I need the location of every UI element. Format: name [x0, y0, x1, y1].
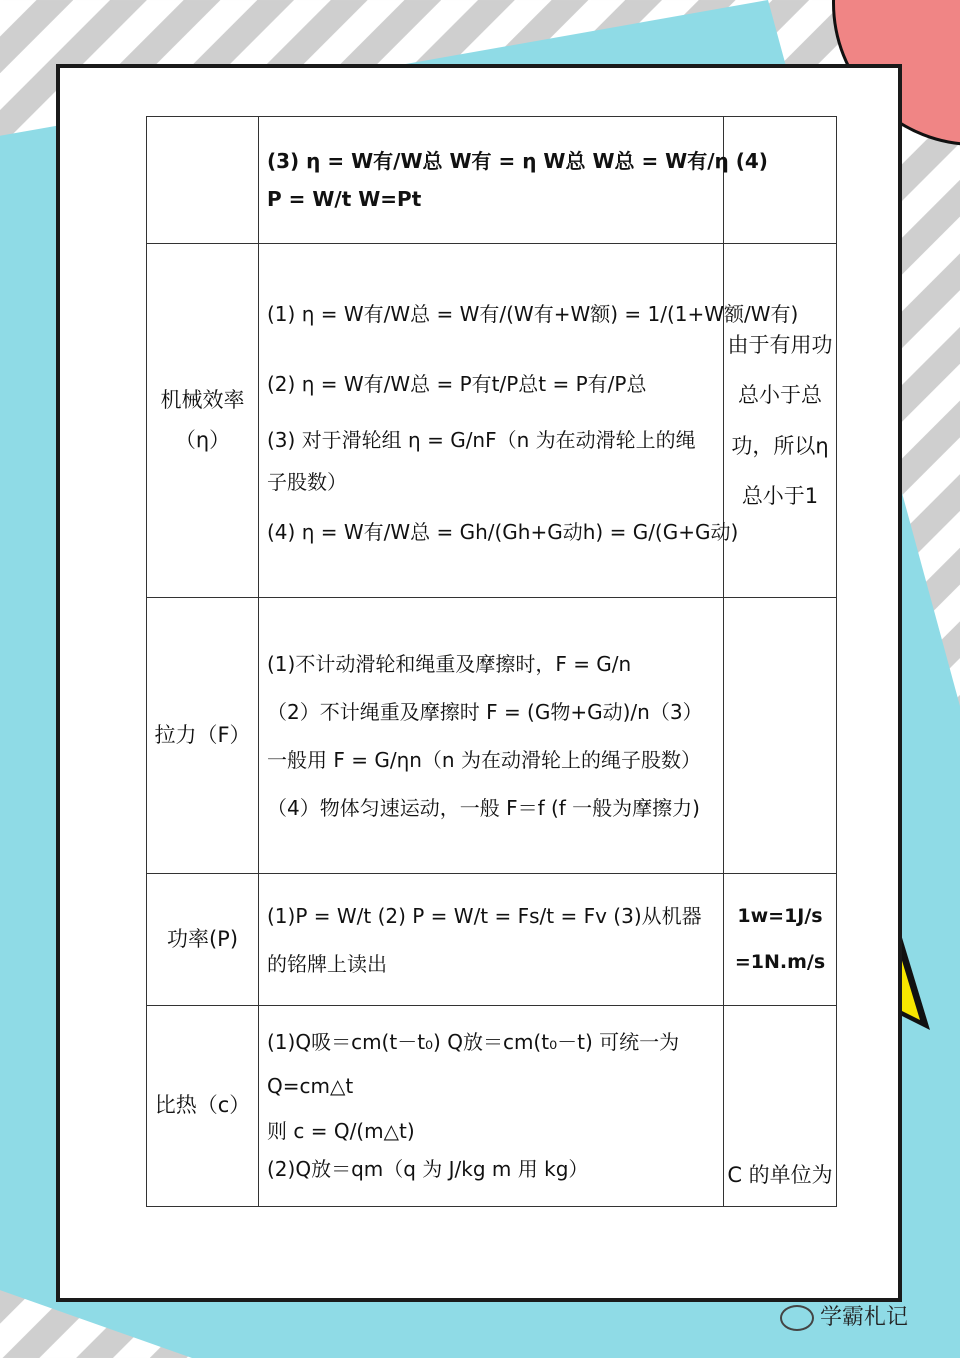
row-label: 功率(P) — [147, 874, 259, 1006]
table-row — [147, 1006, 837, 1207]
table-row — [147, 244, 837, 598]
row-label — [147, 117, 259, 244]
formula-line: (2)Q放＝qm（q 为 J/kg m 用 kg） — [267, 1157, 589, 1181]
row-content — [259, 117, 768, 244]
formula-line: (4) η = W有/W总 = Gh/(Gh+G动h) = G/(G+G动) — [267, 519, 739, 544]
formula-line: （2）不计绳重及摩擦时 F = (G物+G动)/n（3）一般用 F = G/ηn（n 为在动滑轮上的绳子股数）（4）物体匀速运动，一般 F＝f (f 一般为摩擦力) — [267, 699, 703, 820]
row-note: C 的单位为 — [724, 1006, 837, 1207]
watermark: 学霸札记 — [780, 1300, 908, 1331]
formula-line: (3) η = W有/W总 W有 = η W总 W总 = W有/η (4) — [267, 149, 768, 173]
formula-line: 则 c = Q/(m△t) — [267, 1119, 415, 1143]
row-label: 拉力（F） — [147, 598, 259, 874]
row-note — [724, 598, 837, 874]
row-label: 机械效率（η） — [147, 244, 259, 598]
row-note: 由于有用功总小于总功，所以η总小于1 — [724, 244, 837, 598]
formula-line: (3) 对于滑轮组 η = G/nF（n 为在动滑轮上的绳子股数） — [267, 427, 696, 494]
row-content — [259, 598, 724, 874]
row-note — [724, 117, 837, 244]
table-row — [147, 598, 837, 874]
table-row — [147, 117, 837, 244]
row-content — [259, 1006, 724, 1207]
formula-line: (1)不计动滑轮和绳重及摩擦时，F = G/n — [267, 651, 632, 676]
formula-line: (2) η = W有/W总 = P有t/P总t = P有/P总 — [267, 371, 647, 396]
wechat-icon — [780, 1305, 814, 1331]
formula-line: (1) η = W有/W总 = W有/(W有+W额) = 1/(1+W额/W有) — [267, 301, 799, 326]
row-label: 比热（c） — [147, 1006, 259, 1207]
formula-line: (1)Q吸＝cm(t－t₀) Q放＝cm(t₀－t) 可统一为 Q=cm△t — [267, 1030, 680, 1098]
row-note: 1w=1J/s =1N.m/s — [724, 874, 837, 1006]
formula-table — [146, 116, 837, 1207]
formula-line: (1)P = W/t (2) P = W/t = Fs/t = Fv (3)从机器的铭牌上读出 — [267, 903, 702, 976]
row-content — [259, 874, 724, 1006]
formula-line: P = W/t W=Pt — [267, 187, 422, 211]
table-row — [147, 874, 837, 1006]
